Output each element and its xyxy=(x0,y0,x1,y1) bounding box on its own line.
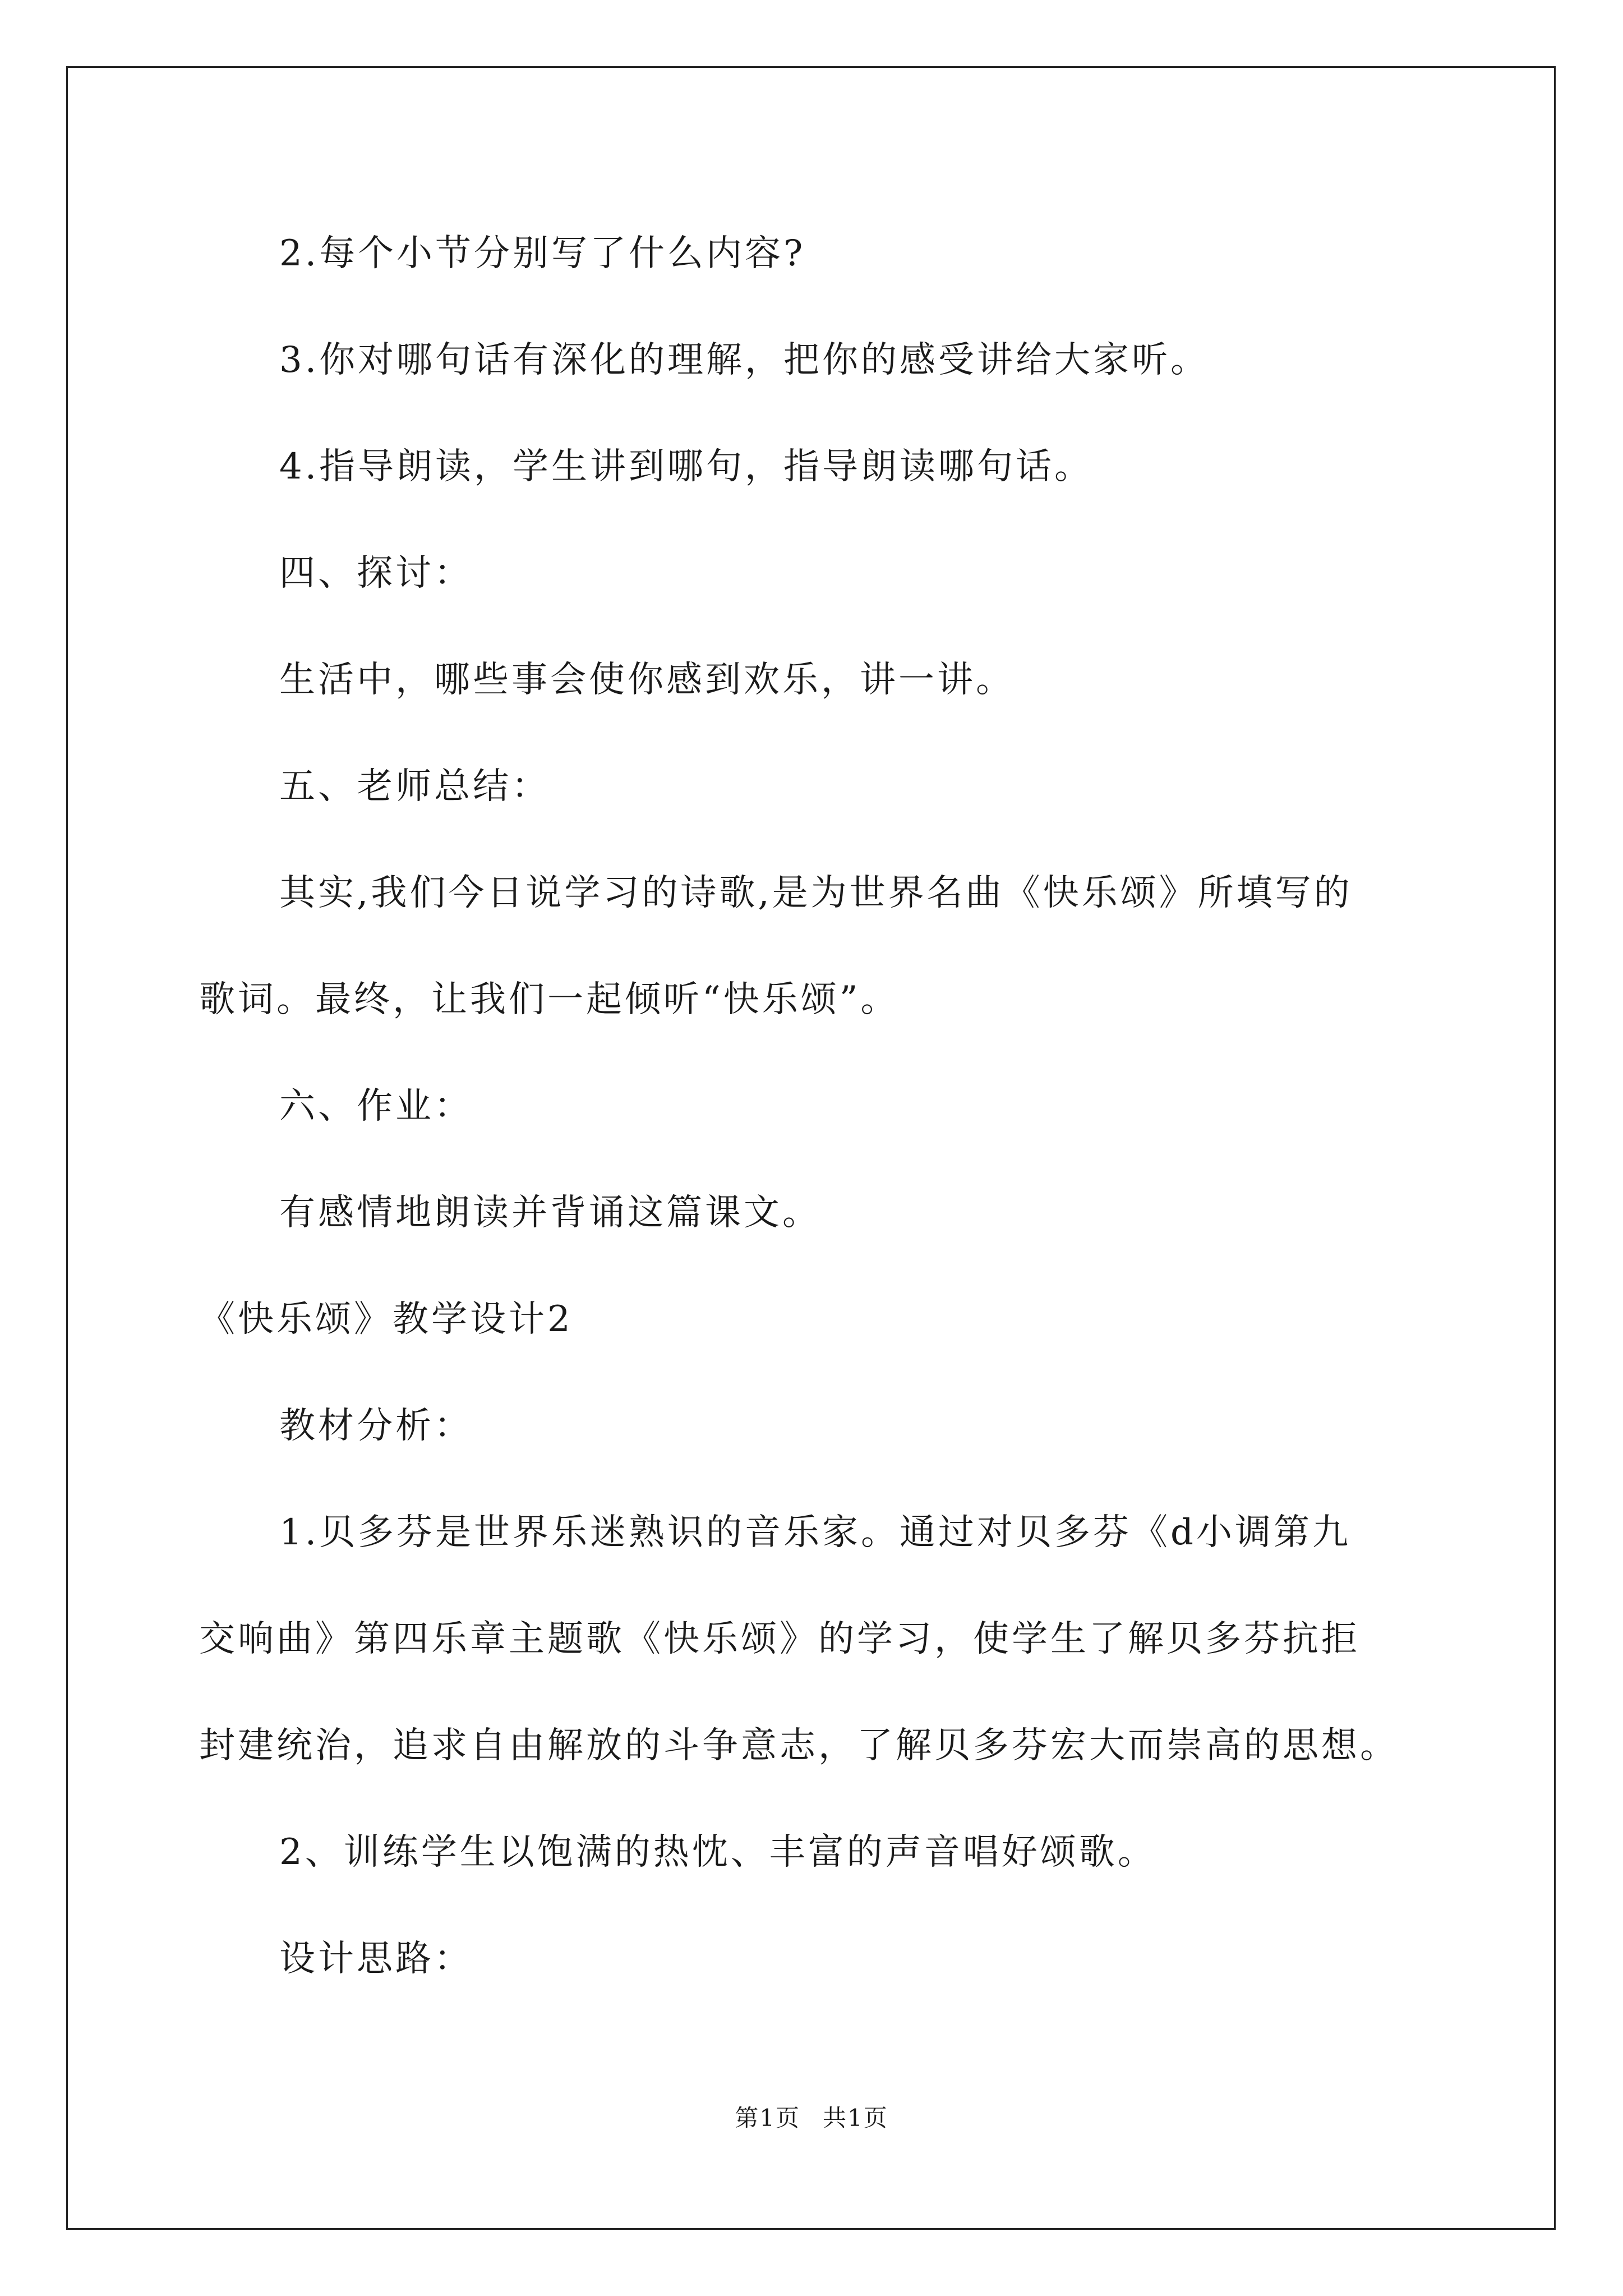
section-heading: 设计思路： xyxy=(279,1938,473,1980)
paragraph-line: 有感情地朗读并背诵这篇课文。 xyxy=(279,1192,821,1234)
paragraph-line: 封建统治，追求自由解放的斗争意志，了解贝多芬宏大而崇高的思想。 xyxy=(199,1725,1399,1766)
paragraph-line: 3.你对哪句话有深化的理解，把你的感受讲给大家听。 xyxy=(279,339,1210,381)
paragraph-line: 2、训练学生以饱满的热忱、丰富的声音唱好颂歌。 xyxy=(279,1832,1156,1873)
paragraph-line: 交响曲》第四乐章主题歌《快乐颂》的学习，使学生了解贝多芬抗拒 xyxy=(199,1618,1360,1660)
page-total: 共1页 xyxy=(823,2104,888,2132)
paragraph-line: 1.贝多芬是世界乐迷熟识的音乐家。通过对贝多芬《d小调第九 xyxy=(279,1512,1352,1553)
page-border xyxy=(66,66,1556,2230)
section-heading: 六、作业： xyxy=(279,1085,473,1127)
section-heading: 四、探讨： xyxy=(279,553,473,594)
section-heading: 教材分析： xyxy=(279,1405,473,1447)
document-title: 《快乐颂》教学设计2 xyxy=(199,1299,573,1340)
paragraph-line: 其实,我们今日说学习的诗歌,是为世界名曲《快乐颂》所填写的 xyxy=(279,872,1353,914)
paragraph-line: 2.每个小节分别写了什么内容? xyxy=(279,233,806,274)
section-heading: 五、老师总结： xyxy=(279,766,550,807)
paragraph-line: 生活中，哪些事会使你感到欢乐，讲一讲。 xyxy=(279,659,1015,701)
page-footer xyxy=(0,2102,1623,2134)
page-number: 第1页 xyxy=(735,2104,800,2132)
paragraph-line: 4.指导朗读，学生讲到哪句，指导朗读哪句话。 xyxy=(279,446,1094,487)
paragraph-line: 歌词。最终，让我们一起倾听“快乐颂”。 xyxy=(199,979,900,1020)
